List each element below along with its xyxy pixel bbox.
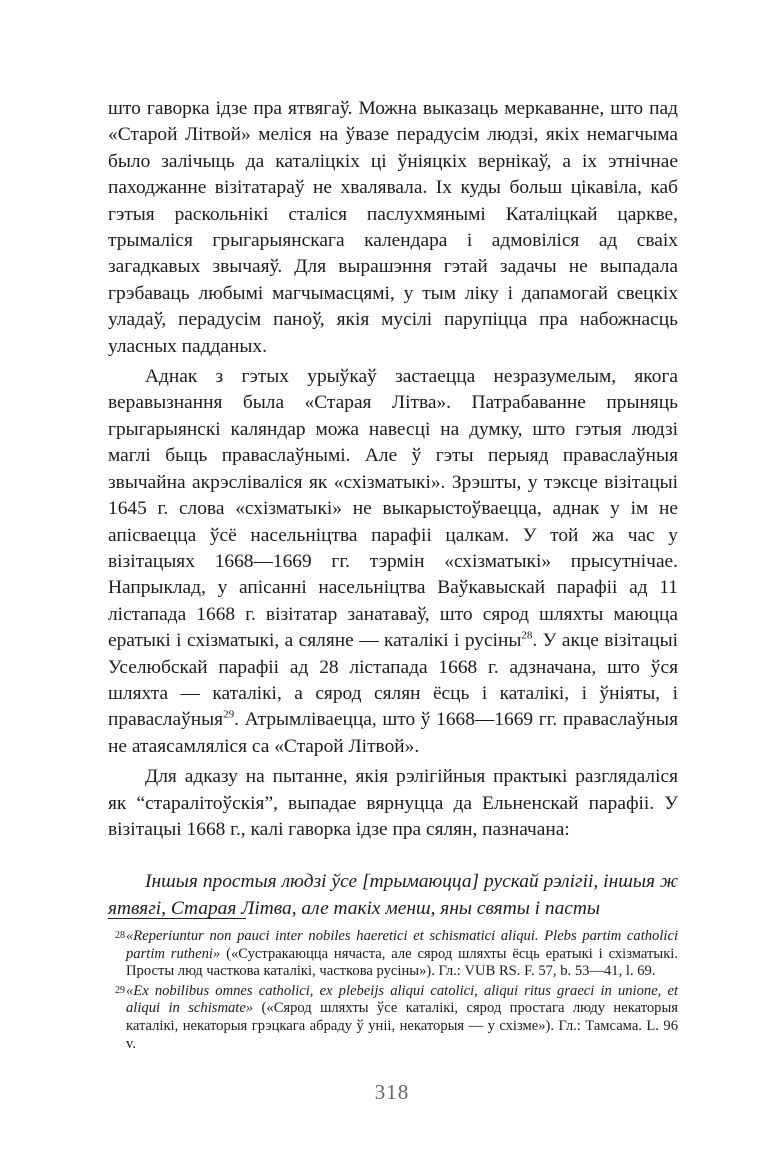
- footnote-separator: [108, 918, 246, 919]
- paragraph-2-part-b: . У акце візітацыі Уселюбскай парафіі ад 28 лістапада 1668 г. адзначана, што ўся шляхта — каталікі, а сярод сялян ёсць і каталікі, і ўніяты, і праваслаўныя: [108, 630, 678, 731]
- paragraph-1: што гаворка ідзе пра ятвягаў. Можна выказаць меркаванне, што пад «Старой Літвой» меліся на ўвазе перадусім людзі, якіх немагчыма было залічыць да каталіцкіх ці ўніяцкіх вернікаў, а іх этнічнае паходжанне візітатараў не хвалявала. Іх куды больш цікавіла, каб гэтыя раскольнікі сталіся паслухмянымі Каталіцкай царкве, трымаліся грыгарыянскага календара і адмовіліся ад сваіх загадкавых звычаяў. Для вырашэння гэтай задачы не выпадала грэбаваць любымі магчымасцямі, у тым ліку і дапамогай свецкіх уладаў, перадусім паноў, якія мусілі парупіцца пра набожнасць уласных падданых.: [108, 98, 678, 357]
- footnote-28: [108, 928, 678, 981]
- footnote-latin: «Ex nobilibus omnes catholici, ex plebeijs aliqui catolici, aliqui ritus graeci in unione, et aliqui in schismate»: [126, 982, 678, 1017]
- paragraph-3: Для адказу на пытанне, якія рэлігійныя практыкі разглядаліся як “старалітоўскія”, выпадае вярнуцца да Ельненскай парафіі. У візітацыі 1668 г., калі гаворка ідзе пра сялян, пазначана:: [108, 766, 678, 840]
- footnotes: [108, 928, 678, 1055]
- footnote-text: («Сярод шляхты ўсе каталікі, сярод простага люду некаторыя каталікі, некаторыя грэцкага абраду ў уніі, некаторыя — у схізме»). Гл.: Тамсама. L. 96 v.: [126, 1000, 678, 1052]
- footnote-29: [108, 983, 678, 1053]
- footnote-latin: «Reperiuntur non pauci inter nobiles haeretici et schismatici aliqui. Plebs partim catholici partim rutheni»: [126, 928, 678, 962]
- paragraph-2: [108, 364, 678, 760]
- footnote-text: («Сустракаюцца нячаста, але сярод шляхты ёсць ератыкі і схізматыкі. Просты люд часткова каталікі, часткова русіны»). Гл.: VUB RS. F. 57, b. 53—41, l. 69.: [126, 945, 678, 980]
- page-number: 318: [374, 1080, 410, 1104]
- footnote-number: 28: [115, 930, 125, 941]
- footnote-ref-28[interactable]: 28: [521, 629, 533, 642]
- block-quote: Іншыя простыя людзі ўсе [трымаюцца] рускай рэлігіі, іншыя ж ятвягі, Старая Літва, але такіх менш, яны святы і пасты: [108, 871, 678, 919]
- footnote-ref-29[interactable]: 29: [223, 708, 235, 721]
- paragraph-2-part-a: Аднак з гэтых урыўкаў застаецца незразумелым, якога веравызнання была «Старая Літва». Патрабаванне прыняць грыгарыянскі каляндар можа навесці на думку, што гэтыя людзі маглі быць праваслаўнымі. Але ў гэты перыяд праваслаўныя звычайна акрэсліваліся як «схізматыкі». Зрэшты, у тэксце візітацыі 1645 г. слова «схізматыкі» не выкарыстоўваецца, аднак у ім не апісваецца ўсё насельніцтва парафіі цалкам. У той жа час у візітацыях 1668—1669 гг. тэрмін «схізматыкі» прысутнічае. Напрыклад, у апісанні насельніцтва Ваўкавыскай парафіі ад 11 лістапада 1668 г. візітатар занатаваў, што сярод шляхты маюцца ератыкі і схізматыкі, а сяляне — каталікі і русіны: [108, 366, 678, 652]
- main-text: [108, 96, 678, 922]
- paragraph-2-part-c: . Атрымліваецца, што ў 1668—1669 гг. праваслаўныя не атаясамляліся са «Старой Літвой».: [108, 709, 678, 757]
- footnote-number: 29: [115, 984, 125, 996]
